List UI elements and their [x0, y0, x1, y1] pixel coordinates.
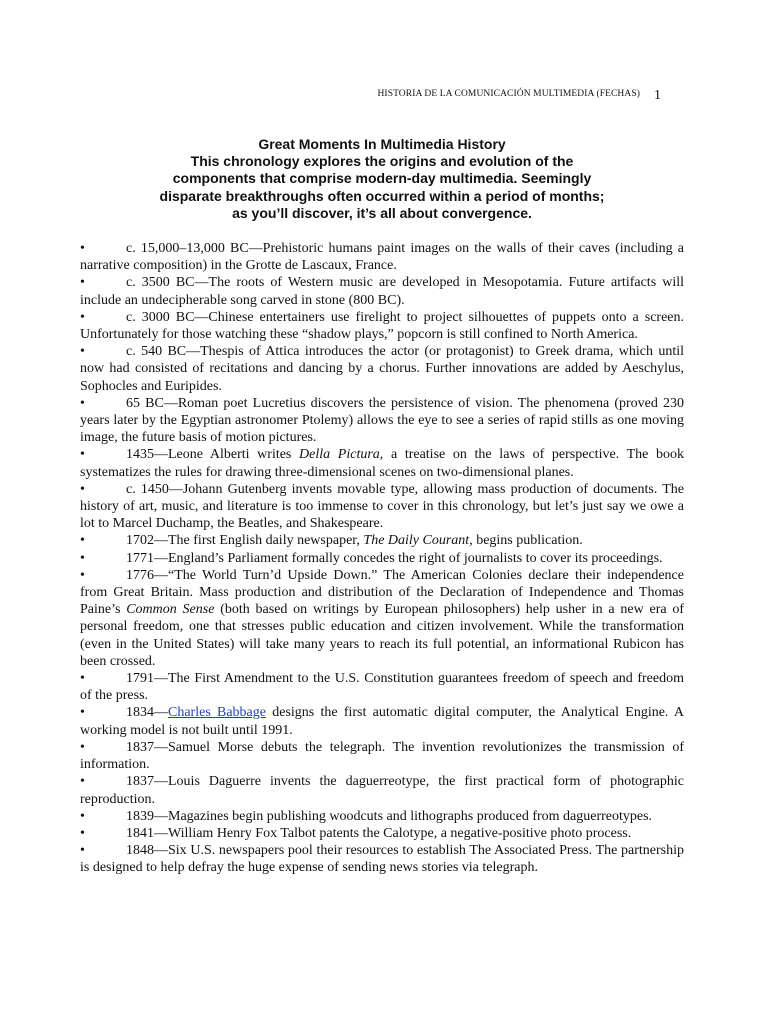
newspaper-title: The Daily Courant [363, 533, 470, 549]
list-item [80, 240, 684, 274]
list-item [80, 481, 684, 533]
title-line-4: disparate breakthroughs often occurred within a period of months; [159, 187, 605, 204]
entry-text: 1837—Louis Daguerre invents the daguerreotype, the first practical form of photographic reproduction. [80, 774, 684, 807]
bullet-icon: • [80, 533, 85, 549]
entry-text-post: , a treatise on the laws of perspective. The book systematizes the rules for drawing three-dimensional scenes on two-dimensional planes. [80, 447, 684, 480]
entry-text-post: designs the first automatic digital computer, the Analytical Engine. A working model is not built until 1991. [80, 705, 685, 738]
entry-text: c. 3500 BC—The roots of Western music are developed in Mesopotamia. Future artifacts will include an undecipherable song carved in stone (800 BC). [80, 275, 684, 308]
list-item [80, 773, 684, 807]
entry-text: 1791—The First Amendment to the U.S. Constitution guarantees freedom of speech and freedom of the press. [80, 671, 684, 704]
chronology-list [80, 240, 684, 877]
list-item [80, 550, 684, 567]
entry-text: 1837—Samuel Morse debuts the telegraph. The invention revolutionizes the transmission of information. [80, 739, 684, 773]
bullet-icon: • [80, 344, 85, 360]
entry-text: c. 15,000–13,000 BC—Prehistoric humans paint images on the walls of their caves (including a narrative composition) in the Grotte de Lascaux, France. [80, 241, 684, 274]
document-title [80, 136, 684, 222]
list-item [80, 309, 684, 343]
running-header: HISTORIA DE LA COMUNICACIÓN MULTIMEDIA (FECHAS) [377, 89, 640, 99]
entry-text: 1839—Magazines begin publishing woodcuts and lithographs produced from daguerreotypes. [126, 808, 653, 824]
list-item [80, 808, 684, 825]
entry-text: c. 1450—Johann Gutenberg invents movable type, allowing mass production of documents. The history of art, music, and literature is too immense to cover in this chronology, but let’s just say we owe a lot to Marcel Duchamp, the Beatles, and Shakespeare. [80, 481, 684, 532]
bullet-icon: • [80, 550, 85, 566]
bullet-icon: • [80, 395, 85, 411]
entry-text-post: , begins publication. [469, 533, 583, 549]
bullet-icon: • [80, 481, 85, 497]
page-number: 1 [654, 88, 661, 103]
title-line-1: Great Moments In Multimedia History [258, 136, 506, 152]
list-item [80, 825, 684, 842]
bullet-icon: • [80, 275, 85, 291]
bullet-icon: • [80, 825, 85, 841]
book-title: Della Pictura [299, 447, 380, 463]
bullet-icon: • [80, 567, 85, 583]
list-item [80, 704, 684, 738]
bullet-icon: • [80, 808, 85, 824]
bullet-icon: • [80, 241, 85, 256]
list-item [80, 670, 684, 704]
bullet-icon: • [80, 447, 85, 463]
bullet-icon: • [80, 705, 85, 721]
title-line-2: This chronology explores the origins and evolution of the [190, 153, 574, 170]
entry-text-pre: 1435—Leone Alberti writes [126, 447, 300, 463]
entry-text: 65 BC—Roman poet Lucretius discovers the persistence of vision. The phenomena (proved 230 years later by the Egyptian astronomer Ptolemy) allows the eye to see a series of rapid stills as one moving image, the future basis of motion pictures. [80, 395, 684, 446]
entry-text: 1848—Six U.S. newspapers pool their resources to establish The Associated Press. The partnership is designed to help defray the huge expense of sending news stories via telegraph. [80, 843, 684, 876]
entry-text: c. 3000 BC—Chinese entertainers use firelight to project silhouettes of puppets onto a screen. Unfortunately for those watching these “shadow plays,” popcorn is still confined to North America. [80, 309, 684, 343]
entry-text-post: (both based on writings by European philosophers) help usher in a new era of personal freedom, one that stresses public education and citizen involvement. While the transformation (even in the United States) will take many years to reach its full potential, an informational Rubicon has been crossed. [80, 602, 685, 669]
list-item [80, 343, 684, 395]
entry-text-pre: 1834— [126, 705, 168, 721]
entry-text: c. 540 BC—Thespis of Attica introduces the actor (or protagonist) to Greek drama, which until now had consisted of recitations and dancing by a chorus. Further innovations are added by Aeschylus, Sophocles and Euripides. [80, 344, 684, 394]
title-line-3: components that comprise modern-day multimedia. Seemingly [172, 170, 592, 187]
list-item [80, 395, 684, 447]
bullet-icon: • [80, 671, 85, 687]
entry-text: 1771—England’s Parliament formally concedes the right of journalists to cover its proceedings. [126, 550, 663, 566]
bullet-icon: • [80, 739, 85, 755]
bullet-icon: • [80, 843, 85, 859]
list-item [80, 274, 684, 308]
entry-text-pre: 1776—“The World Turn’d Upside Down.” The American Colonies declare their independence from Great Britain. Mass production and distribution of the Declaration of Independence and Thomas Paine’s [80, 567, 684, 618]
entry-text: 1841—William Henry Fox Talbot patents the Calotype, a negative-positive photo process. [126, 825, 632, 841]
charles-babbage-link[interactable]: Charles Babbage [168, 705, 266, 721]
pamphlet-title: Common Sense [126, 602, 215, 618]
list-item [80, 446, 684, 480]
title-line-5: as you’ll discover, it’s all about convergence. [232, 204, 532, 221]
list-item [80, 739, 684, 773]
list-item [80, 567, 684, 670]
list-item [80, 842, 684, 876]
entry-text-pre: 1702—The first English daily newspaper, [126, 533, 364, 549]
bullet-icon: • [80, 309, 85, 325]
bullet-icon: • [80, 774, 85, 790]
list-item [80, 532, 684, 549]
